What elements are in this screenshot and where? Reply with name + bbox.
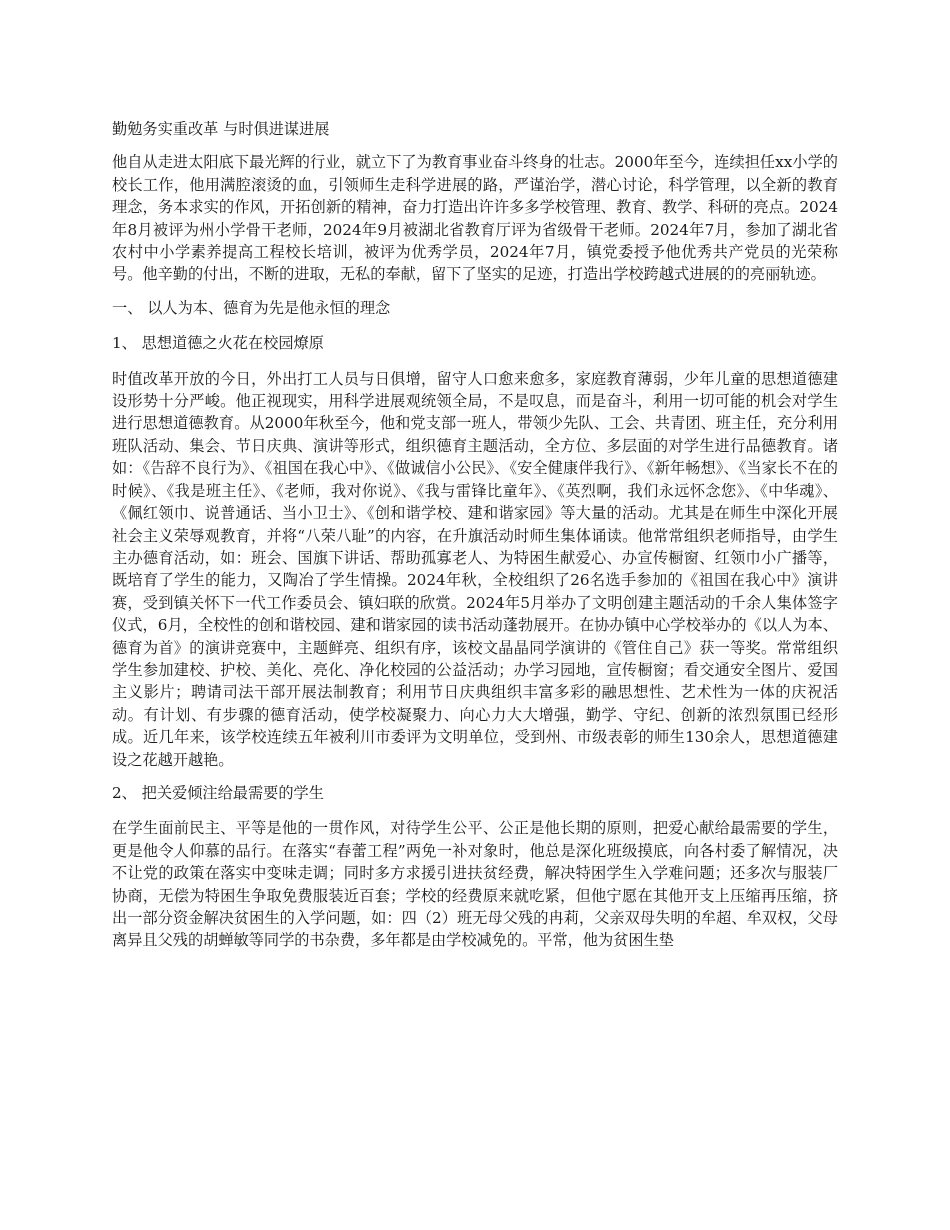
body-paragraph-1: 时值改革开放的今日，外出打工人员与日俱增，留守人口愈来愈多，家庭教育薄弱，少年儿童的思想道德建设形势十分严峻。他正视现实，用科学进展观统领全局，不是叹息，而是奋斗，利用一切可能的机会对学生进行思想道德教育。从2000年秋至今，他和党支部一班人，带领少先队、工会、共青团、班主任，充分利用班队活动、集会、节日庆典、演讲等形式，组织德育主题活动，全方位、多层面的对学生进行品德教育。诸如：《告辞不良行为》、《祖国在我心中》、《做诚信小公民》、《安全健康伴我行》、《新年畅想》、《当家长不在的时候》、《我是班主任》、《老师，我对你说》、《我与雷锋比童年》、《英烈啊，我们永远怀念您》、《中华魂》、《佩红领巾、说普通话、当小卫士》、《创和谐学校、建和谐家园》等大量的活动。尤其是在师生中深化开展社会主义荣辱观教育，并将“八荣八耻”的内容，在升旗活动时师生集体诵读。他常常组织老师指导，由学生主办德育活动，如：班会、国旗下讲话、帮助孤寡老人、为特困生献爱心、办宣传橱窗、红领巾小广播等，既培育了学生的能力，又陶冶了学生情操。2024年秋，全校组织了26名选手参加的《祖国在我心中》演讲赛，受到镇关怀下一代工作委员会、镇妇联的欣赏。2024年5月举办了文明创建主题活动的千余人集体签字仪式，6月，全校性的创和谐校园、建和谐家园的读书活动蓬勃展开。在协办镇中心学校举办的《以人为本、德育为首》的演讲竞赛中，主题鲜亮、组织有序，该校文晶晶同学演讲的《管住自己》获一等奖。常常组织学生参加建校、护校、美化、亮化、净化校园的公益活动；办学习园地，宣传橱窗；看交通安全图片、爱国主义影片；聘请司法干部开展法制教育；利用节日庆典组织丰富多彩的融思想性、艺术性为一体的庆祝活动。有计划、有步骤的德育活动，使学校凝聚力、向心力大大增强，勤学、守纪、创新的浓烈氛围已经形成。近几年来，该学校连续五年被利川市委评为文明单位，受到州、市级表彰的师生130余人，思想道德建设之花越开越艳。 bbox=[112, 369, 838, 769]
subsection-heading-1: 1、 思想道德之火花在校园燎原 bbox=[112, 334, 324, 353]
body-paragraph-2: 在学生面前民主、平等是他的一贯作风，对待学生公平、公正是他长期的原则，把爱心献给最需要的学生，更是他令人仰慕的品行。在落实“春蕾工程”两免一补对象时，他总是深化班级摸底，向各村委了解情况，决不让党的政策在落实中变味走调；同时多方求援引进扶贫经费，解决特困学生入学难问题；还多次与服装厂协商，无偿为特困生争取免费服装近百套；学校的经费原来就吃紧，但他宁愿在其他开支上压缩再压缩，挤出一部分资金解决贫困生的入学问题，如：四（2）班无母父残的冉莉，父亲双母失明的牟超、牟双权，父母离异且父残的胡蝉敏等同学的书杂费，多年都是由学校减免的。平常，他为贫困生垫 bbox=[112, 819, 838, 950]
document-title: 勤勉务实重改革 与时俱进谋进展 bbox=[112, 120, 330, 138]
section-heading-1: 一、 以人为本、德育为先是他永恒的理念 bbox=[112, 298, 391, 317]
subsection-heading-2: 2、 把关爱倾注给最需要的学生 bbox=[112, 783, 324, 802]
intro-paragraph: 他自从走进太阳底下最光辉的行业，就立下了为教育事业奋斗终身的壮志。2000年至今，连续担任xx小学的校长工作，他用满腔滚烫的血，引领师生走科学进展的路，严谨治学，潜心讨论，科学管理，以全新的教育理念，务本求实的作风，开拓创新的精神，奋力打造出许许多多学校管理、教育、教学、科研的亮点。2024年8月被评为州小学骨干老师，2024年9月被湖北省教育厅评为省级骨干老师。2024年7月，参加了湖北省农村中小学素养提高工程校长培训，被评为优秀学员，2024年7月，镇党委授予他优秀共产党员的光荣称号。他辛勤的付出，不断的进取，无私的奉献，留下了坚实的足迹，打造出学校跨越式进展的的亮丽轨迹。 bbox=[112, 153, 838, 284]
